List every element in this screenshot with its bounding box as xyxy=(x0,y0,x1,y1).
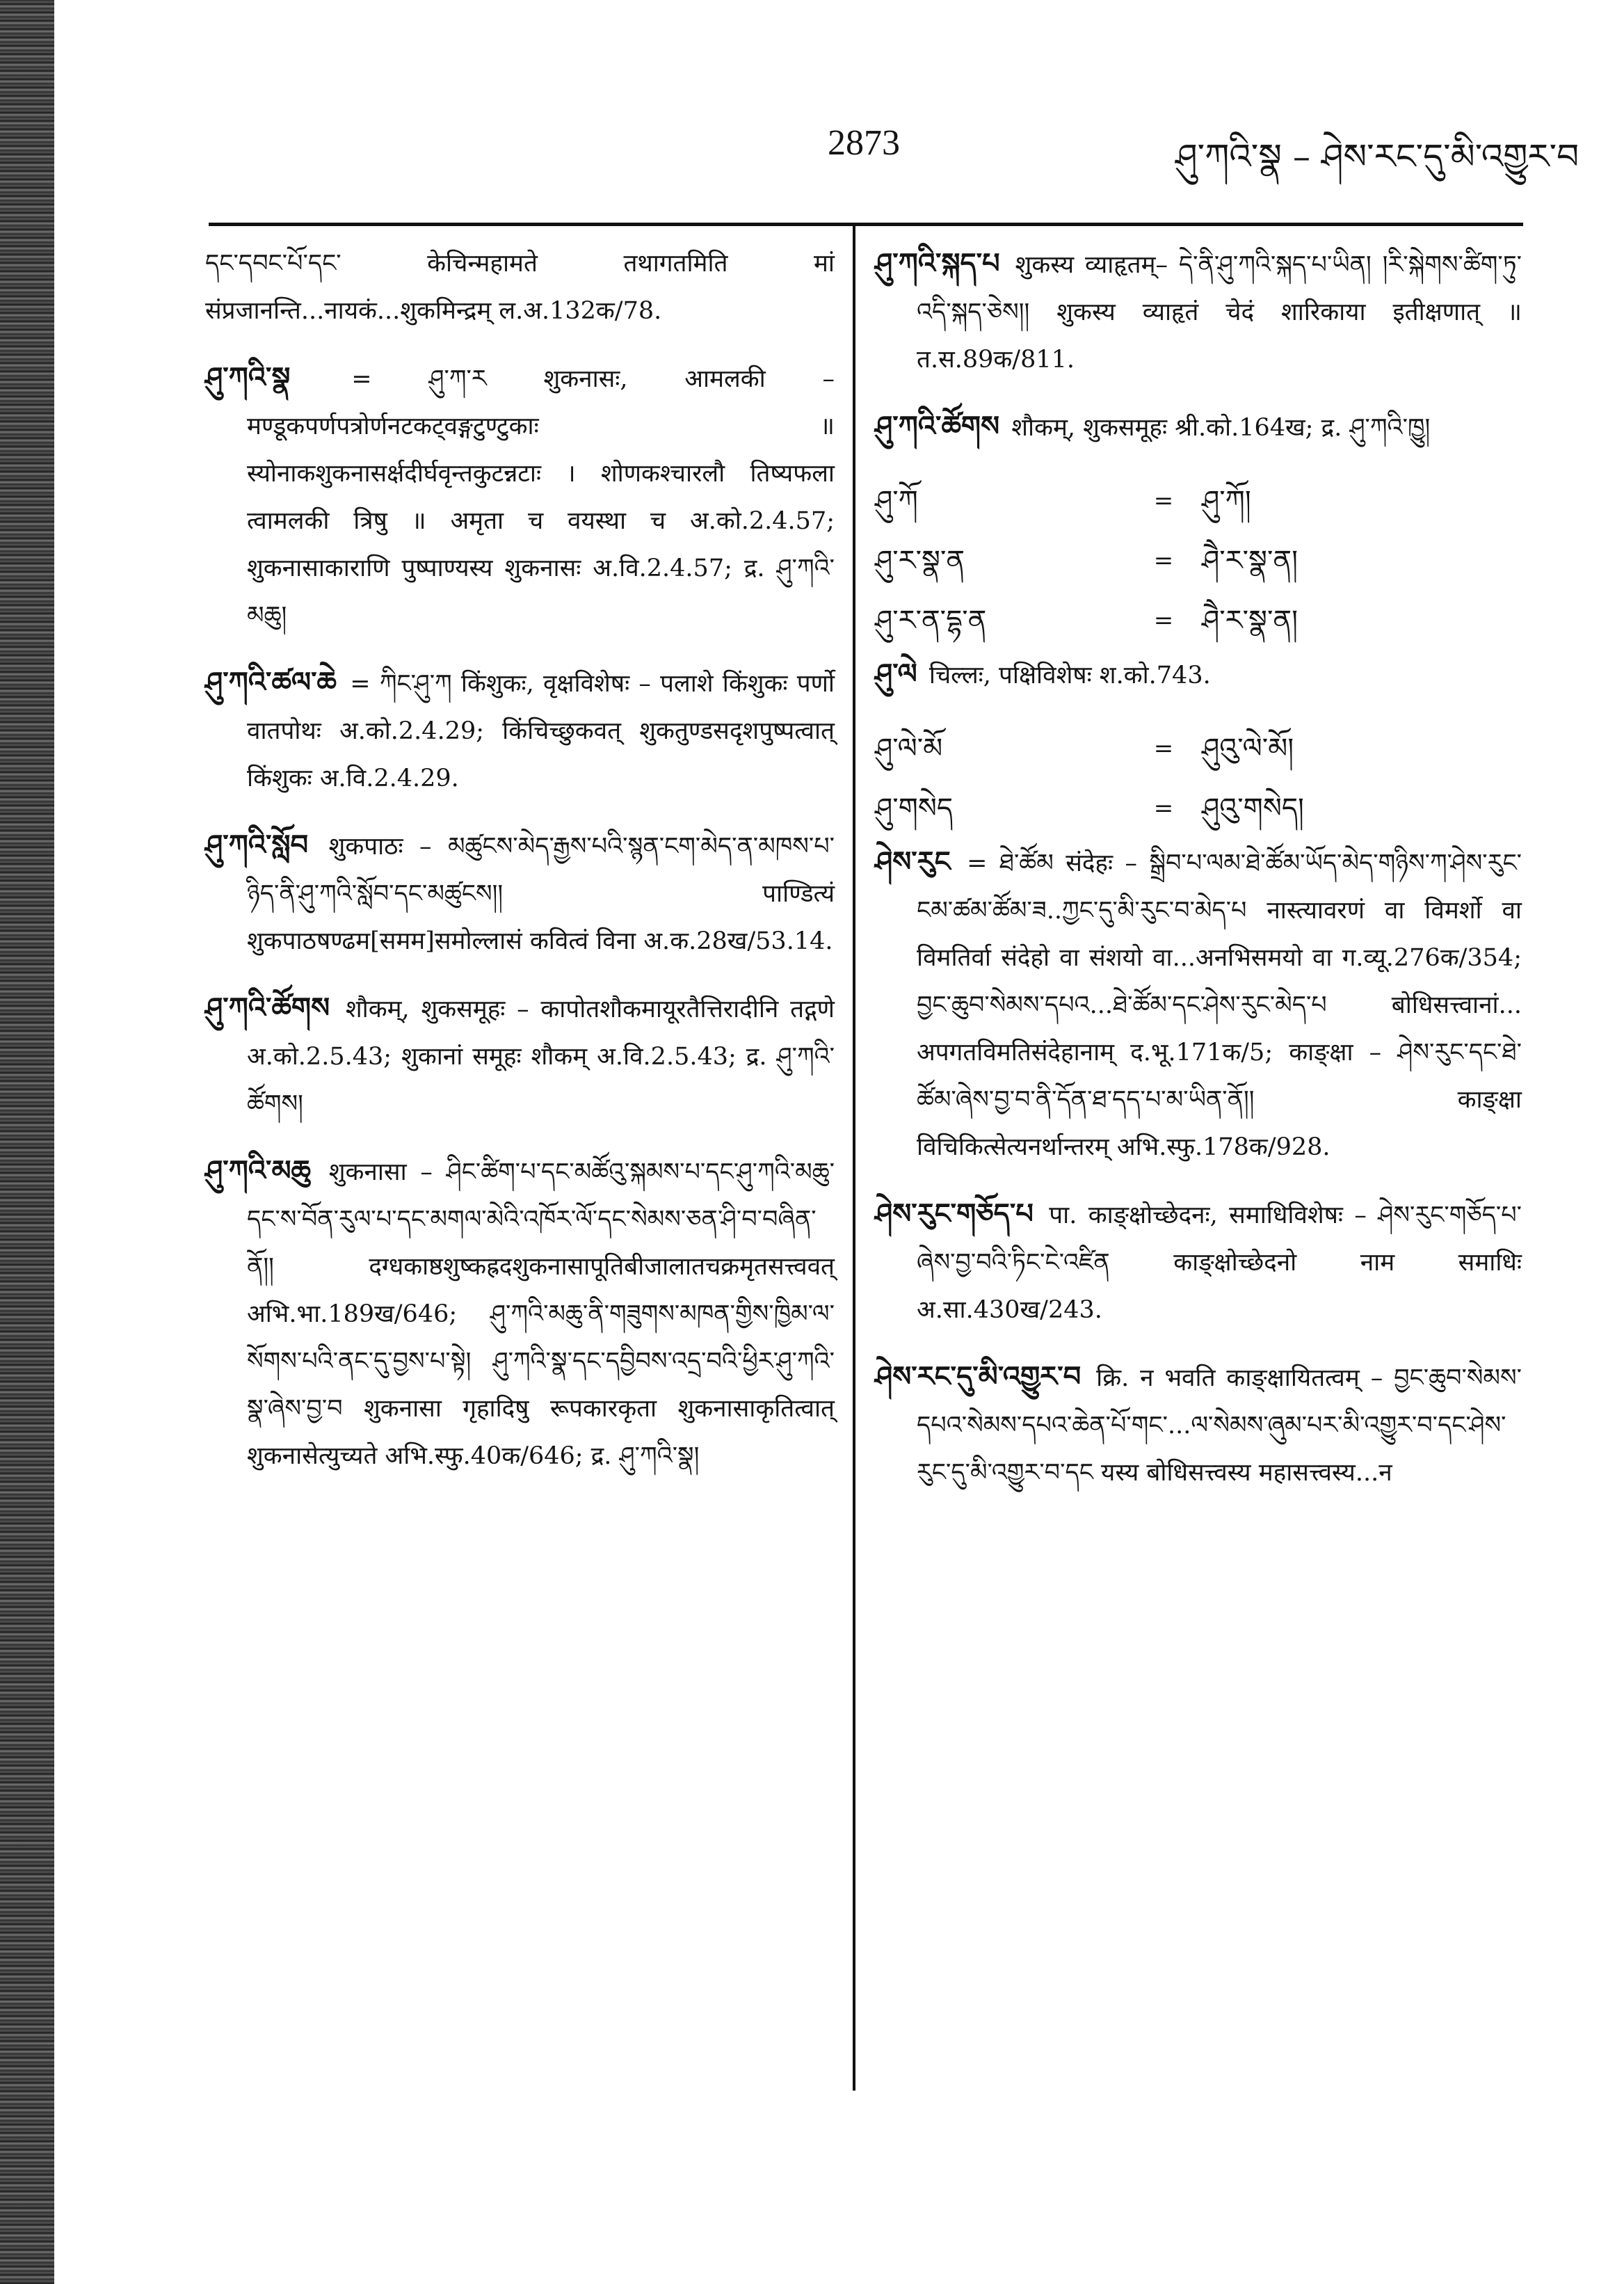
cross-reference xyxy=(875,531,1522,591)
entry-text: = ཤུ་ཀ་ར शुकनासः, आमलकी – मण्डूकपर्णपत्रोर्णनटकट्वङ्गटुण्टुकाः ॥ स्योनाकशुकनासर्क्षदीर्घवृन्तकुटन्नटाः । शोणकश्चारलौ तिष्यफला त्वामलकी त्रिषु ॥ अमृता च वयस्था च अ.को.2.4.57; शुकनासाकाराणि पुष्पाण्यस्य शुकनासः अ.वि.2.4.57; द्र. ཤུ་ཀའི་མཆུ། xyxy=(247,365,835,630)
entry-headword: ཤུ་ལེ xyxy=(875,657,917,690)
entry-headword: ཤུ་ཀའི་སློབ xyxy=(205,829,309,861)
entry-headword: ཤུ་ཀའི་སྐད་པ xyxy=(875,247,1000,280)
entry-headword: ཤེས་རང་དུ་མི་འགྱུར་བ xyxy=(875,1360,1082,1393)
entry-text: पा. काङ्क्षोच्छेदनः, समाधिविशेषः – ཤེས་རུང་གཅོད་པ་ཞེས་བྱ་བའི་ཏིང་ངེ་འཛིན काङ्क्षोच्छेदनो नाम समाधिः अ.सा.430ख/243. xyxy=(917,1201,1522,1324)
entry-text: = ཀིང་ཤུ་ཀ किंशुकः, वृक्षविशेषः – पलाशे किंशुकः पर्णो वातपोथः अ.को.2.4.29; किंचिच्छुकवत् शुकतुण्डसदृशपुष्पत्वात् किंशुकः अ.वि.2.4.29. xyxy=(247,670,835,792)
xref-target: ཤུའུ་གསེད། xyxy=(1202,792,1304,824)
xref-term: ཤུ་ར་ན་དྷ་ན xyxy=(875,605,987,637)
entry-headword: ཤུ་ཀའི་ཚོགས xyxy=(205,991,330,1024)
dictionary-entry xyxy=(205,354,835,639)
xref-equals: = xyxy=(1153,735,1174,762)
xref-equals: = xyxy=(1153,607,1174,634)
entry-text: क्रि. न भवति काङ्क्षायितत्वम् – བྱང་ཆུབ་སེམས་དཔའ་སེམས་དཔའ་ཆེན་པོ་གང་...ལ་སེམས་ཞུམ་པར་མི་འགྱུར་བ་དང་ཤེས་རུང་དུ་མི་འགྱུར་བ་དང यस्य बोधिसत्त्वस्य महासत्त्वस्य...न xyxy=(917,1364,1522,1487)
xref-target: ཤུ་ཀོ། xyxy=(1202,485,1251,517)
xref-target: ཤཻ་ར་སྣ་ན། xyxy=(1202,545,1298,577)
dictionary-entry xyxy=(875,838,1522,1171)
cross-reference xyxy=(875,471,1522,531)
dictionary-entry xyxy=(875,403,1522,452)
entry-headword: ཤེས་རུང་གཅོད་པ xyxy=(875,1197,1034,1230)
entry-text: शुकस्य व्याहृतम्– དེ་ནི་ཤུ་ཀའི་སྐད་པ་ཡིན། །རི་སྐེགས་ཚིག་ཏུ་འདི་སྐད་ཅེས།། शुकस्य व्याहृतं चेदं शारिकाया इतीक्षणात् ॥ त.स.89क/811. xyxy=(917,251,1522,374)
entry-headword: ཤུ་ཀའི་མཆུ xyxy=(205,1154,311,1187)
dictionary-entry xyxy=(875,1190,1522,1334)
guide-words: ཤུ་ཀའི་སྣ – ཤེས་རང་དུ་མི་འགྱུར་བ xyxy=(1175,136,1579,177)
entry-text: शौकम्, शुकसमूहः श्री.को.164ख; द्र. ཤུ་ཀའི་ཁྱུ། xyxy=(1011,414,1431,442)
header-rule xyxy=(209,223,1523,226)
left-column xyxy=(205,240,835,1499)
dictionary-entry xyxy=(205,659,835,802)
entry-text: शुकपाठः – མཚུངས་མེད་རྒྱས་པའི་སྙན་ངག་མེད་ན་མཁས་པ་ཉིད་ནི་ཤུ་ཀའི་སློབ་དང་མཚུངས།། पाण्डित्यं शुकपाठषण्ढम[समम]समोल्लासं कवित्वं विना अ.क.28ख/53.14. xyxy=(247,833,835,955)
column-divider xyxy=(853,226,855,2091)
xref-equals: = xyxy=(1153,487,1174,515)
page-number: 2873 xyxy=(828,123,900,163)
entry-text: དང་དབང་པོ་དང་ केचिन्महामते तथागतमिति मां संप्रजानन्ति...नायकं...शुकमिन्द्रम् ल.अ.132क/78. xyxy=(205,250,835,325)
entry-text: शुकनासा – ཤིང་ཚིག་པ་དང་མཚོའུ་སྐམས་པ་དང་ཤུ་ཀའི་མཆུ་དང་ས་བོན་རུལ་པ་དང་མགལ་མེའི་འཁོར་ལོ་དང་སེམས་ཅན་ཤི་བ་བཞིན་ནོ།། दग्धकाष्ठशुष्कह्रदशुकनासापूतिबीजालातचक्रमृतसत्त्ववत् अभि.भा.189ख/646; ཤུ་ཀའི་མཆུ་ནི་གཟུགས་མཁན་གྱིས་ཁྱིམ་ལ་སོགས་པའི་ནང་དུ་བྱས་པ་སྟེ། ཤུ་ཀའི་སྣ་དང་དབྱིབས་འདྲ་བའི་ཕྱིར་ཤུ་ཀའི་སྣ་ཞེས་བྱ་བ शुकनासा गृहादिषु रूपकारकृता शुकनासाकृतित्वात् शुकनासेत्युच्यते अभि.स्फु.40क/646; द्र. ཤུ་ཀའི་སྣ། xyxy=(247,1158,835,1470)
entry-headword: ཤུ་ཀའི་ཚོགས xyxy=(875,410,1000,442)
dictionary-entry xyxy=(875,1353,1522,1496)
entry-headword: ཤེས་རུང xyxy=(875,845,951,878)
scan-edge xyxy=(0,0,54,2284)
xref-equals: = xyxy=(1153,794,1174,822)
entry-headword: ཤུ་ཀའི་སྣ xyxy=(205,361,291,394)
entry-text: शौकम्, शुकसमूहः – कापोतशौकमायूरतैत्तिरादीनि तद्गणे अ.को.2.5.43; शुकानां समूहः शौकम् अ.वि.2.5.43; द्र. ཤུ་ཀའི་ཚོགས། xyxy=(247,996,835,1118)
entry-text: चिल्लः, पक्षिविशेषः श.को.743. xyxy=(928,662,1211,689)
dictionary-entry xyxy=(205,1147,835,1480)
entry-text: = ཐེ་ཚོམ संदेहः – སྒྲིབ་པ་ལམ་ཐེ་ཚོམ་ཡོད་མེད་གཉིས་ཀ་ཤེས་རུང་ངམ་ཚམ་ཚོམ་ཟ..ཀྱང་དུ་མི་རུང་བ་མེད་པ नास्त्यावरणं वा विमर्शो वा विमतिर्वा संदेहो वा संशयो वा...अनभिसमयो वा ग.व्यू.276क/354; བྱང་ཆུབ་སེམས་དཔའ...ཐེ་ཚོམ་དང་ཤེས་རུང་མེད་པ बोधिसत्त्वानां... अपगतविमतिसंदेहानाम् द.भू.171क/5; काङ्क्षा – ཤེས་རུང་དང་ཐེ་ཚོམ་ཞེས་བྱ་བ་ནི་དོན་ཐ་དད་པ་མ་ཡིན་ནོ།། काङ्क्षा विचिकित्सेत्यनर्थान्तरम् अभि.स्फु.178क/928. xyxy=(917,849,1522,1161)
cross-reference xyxy=(875,778,1522,838)
xref-equals: = xyxy=(1153,547,1174,575)
dictionary-entry xyxy=(205,240,835,335)
dictionary-entry xyxy=(875,650,1522,699)
entry-headword: ཤུ་ཀའི་ཚལ་ཆེ xyxy=(205,666,337,698)
xref-term: ཤུ་ལེ་མོ xyxy=(875,733,943,765)
xref-term: ཤུ་གསེད xyxy=(875,792,953,824)
cross-reference xyxy=(875,719,1522,778)
right-column xyxy=(875,240,1522,1516)
dictionary-entry xyxy=(205,984,835,1128)
xref-target: ཤཻ་ར་སྣ་ན། xyxy=(1202,605,1298,637)
dictionary-entry xyxy=(875,240,1522,383)
dictionary-entry xyxy=(205,822,835,965)
xref-target: ཤུའུ་ལེ་མོ། xyxy=(1202,733,1294,765)
xref-term: ཤུ་ར་སྣ་ན xyxy=(875,545,965,577)
cross-reference xyxy=(875,591,1522,650)
xref-term: ཤུ་ཀོ xyxy=(875,485,918,517)
